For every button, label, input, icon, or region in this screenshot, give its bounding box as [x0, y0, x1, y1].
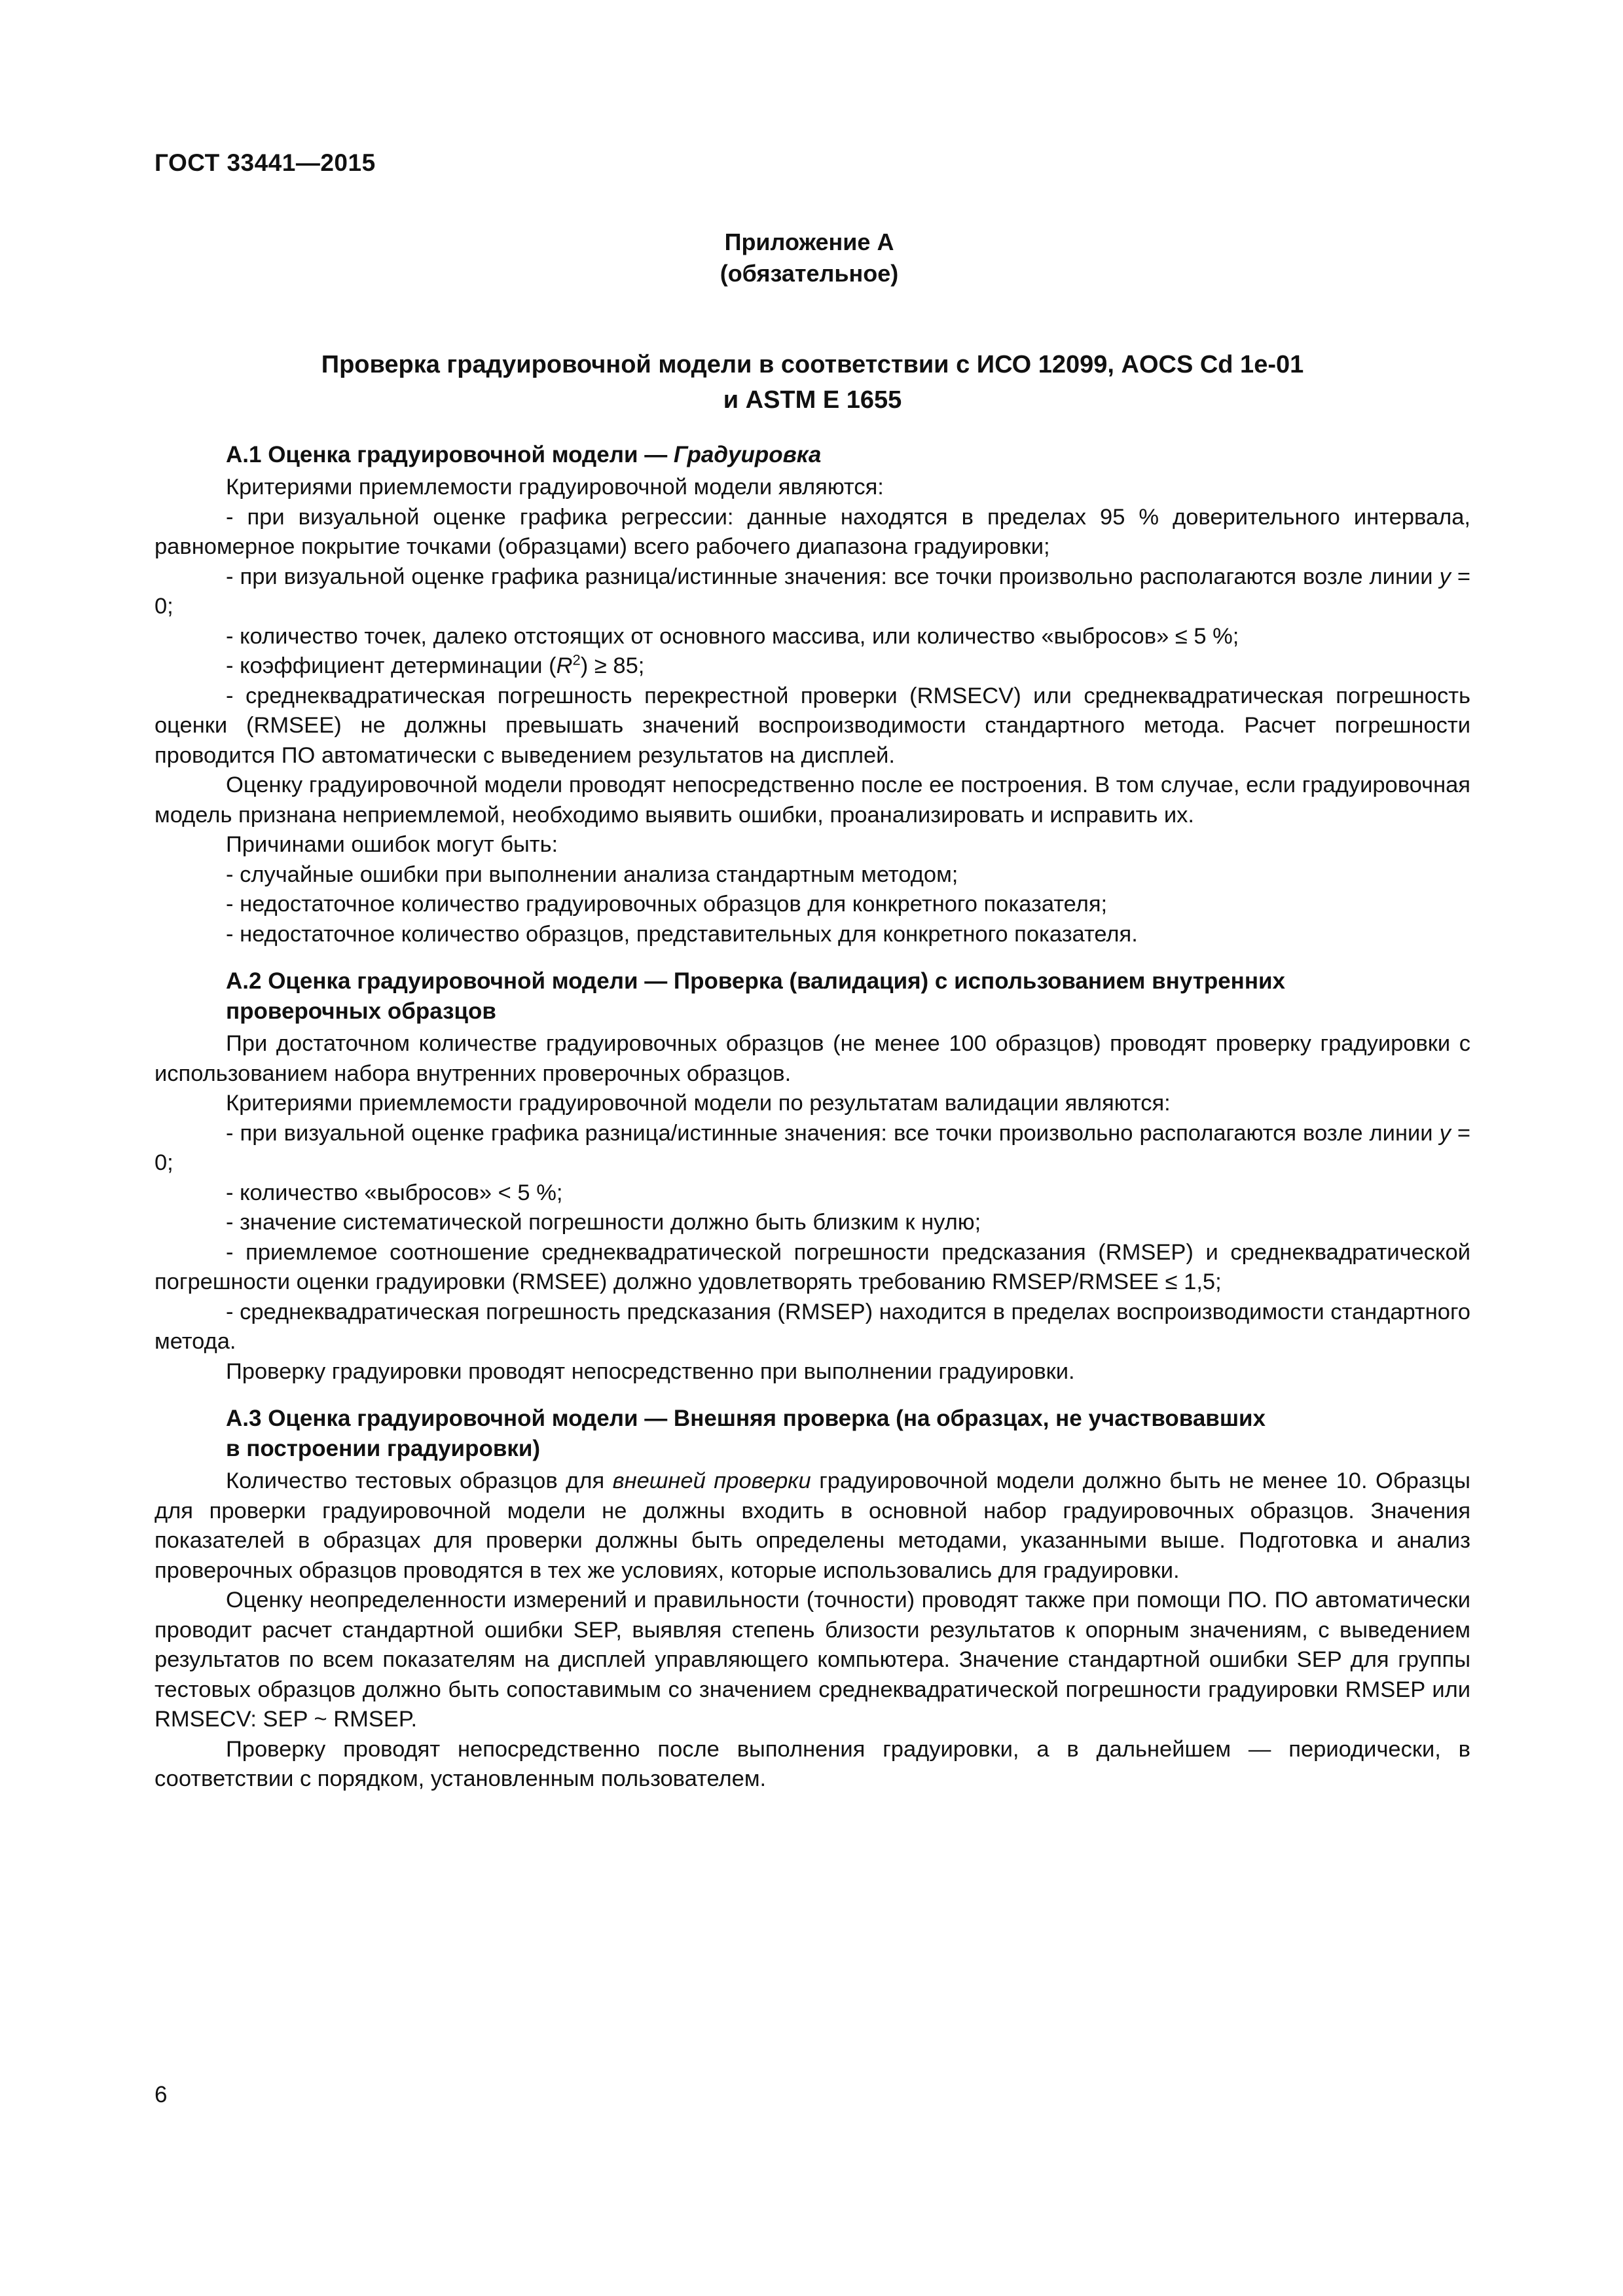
- section-a1-reason-1: - случайные ошибки при выполнении анализа стандартным методом;: [226, 862, 958, 887]
- document-title-line-1: Проверка градуировочной модели в соответствии с ИСО 12099, AOCS Cd 1е-01: [321, 351, 1304, 378]
- section-a1-heading: [155, 440, 1470, 470]
- section-a1-criterion-2-tail: = 0;: [155, 564, 1470, 619]
- section-a1-criterion-2-variable: y: [1439, 564, 1451, 589]
- section-a2-criterion-5: - среднеквадратическая погрешность предсказания (RMSEP) находится в пределах воспроизводимости стандартного метода.: [155, 1299, 1470, 1354]
- section-a1-reason-3: - недостаточное количество образцов, представительных для конкретного показателя.: [226, 921, 1138, 947]
- section-a2-heading: [155, 966, 1470, 1027]
- section-a1-criterion-5: - среднеквадратическая погрешность перекрестной проверки (RMSECV) или среднеквадратическая погрешность оценки (RMSEE) не должны превышать значений воспроизводимости стандартного метода. Расчет погрешности проводится ПО автоматически с выведением результатов на дисплей.: [155, 683, 1470, 768]
- section-a1-heading-text: А.1 Оценка градуировочной модели —: [226, 442, 674, 467]
- section-a3-heading-line-1: А.3 Оценка градуировочной модели — Внешняя проверка (на образцах, не участвовавших: [226, 1406, 1266, 1431]
- section-a1-paragraph-3: Причинами ошибок могут быть:: [226, 832, 558, 857]
- section-a1-criterion-4-variable: R: [556, 653, 573, 678]
- section-a2-criterion-2: - количество «выбросов» < 5 %;: [226, 1180, 563, 1205]
- section-a2-criterion-3: - значение систематической погрешности должно быть близким к нулю;: [226, 1210, 981, 1235]
- section-a2-criterion-1-text: - при визуальной оценке графика разница/истинные значения: все точки произвольно располагаются возле линии: [226, 1120, 1440, 1146]
- section-a2-criterion-1: [155, 1119, 1470, 1178]
- section-a2-heading-line-2: проверочных образцов: [226, 998, 496, 1024]
- document-body: [155, 440, 1470, 1795]
- section-a1-criterion-4-tail: ) ≥ 85;: [580, 653, 645, 678]
- section-a1-paragraph-2: Оценку градуировочной модели проводят непосредственно после ее построения. В том случае, если градуировочная модель признана неприемлемой, необходимо выявить ошибки, проанализировать и исправить их.: [155, 773, 1470, 828]
- section-a1-criterion-1: - при визуальной оценке графика регрессии: данные находятся в пределах 95 % доверительного интервала, равномерное покрытие точками (образцами) всего рабочего диапазона градуировки;: [155, 504, 1470, 559]
- appendix-status: (обязательное): [720, 260, 899, 287]
- section-a1-heading-italic: Градуировка: [673, 442, 822, 467]
- section-a1-criterion-2: [155, 562, 1470, 622]
- section-a2-criterion-1-variable: y: [1439, 1120, 1451, 1146]
- section-a3-paragraph-1-text: Количество тестовых образцов для: [226, 1468, 613, 1493]
- section-a3-paragraph-1: [155, 1467, 1470, 1586]
- section-a1-criterion-4-superscript: 2: [572, 651, 581, 668]
- section-a3-paragraph-2: Оценку неопределенности измерений и правильности (точности) проводят также при помощи ПО. ПО автоматически проводит расчет стандартной ошибки SEP, выявляя степень близости результатов к опорным значениям, с выведением результатов по всем показателям на дисплей управляющего компьютера. Значение стандартной ошибки SEP для группы тестовых образцов должно быть сопоставимым со значением среднеквадратической погрешности градуировки RMSEP или RMSECV: SEP ~ RMSEP.: [155, 1588, 1470, 1732]
- section-a1-reason-2: - недостаточное количество градуировочных образцов для конкретного показателя;: [226, 892, 1108, 917]
- section-a2-heading-line-1: А.2 Оценка градуировочной модели — Проверка (валидация) с использованием внутренних: [226, 968, 1285, 994]
- section-a1-criterion-4-text: - коэффициент детерминации (: [226, 653, 556, 678]
- appendix-title: Приложение А: [724, 228, 894, 255]
- section-a3-paragraph-3: Проверку проводят непосредственно после выполнения градуировки, а в дальнейшем — периодически, в соответствии с порядком, установленным пользователем.: [155, 1736, 1470, 1791]
- document-title-line-2: и ASTM E 1655: [723, 386, 902, 414]
- section-a2-paragraph-1: При достаточном количестве градуировочных образцов (не менее 100 образцов) проводят проверку градуировки с использованием набора внутренних проверочных образцов.: [155, 1031, 1470, 1086]
- page-number: 6: [155, 2082, 168, 2107]
- section-a1-criterion-2-text: - при визуальной оценке графика разница/истинные значения: все точки произвольно располагаются возле линии: [226, 564, 1440, 589]
- standard-number: ГОСТ 33441—2015: [155, 149, 376, 176]
- section-a1-criterion-4: [155, 651, 1470, 682]
- section-a3-heading: [155, 1404, 1470, 1464]
- section-a3-paragraph-1-tail: градуировочной модели должно быть не менее 10. Образцы для проверки градуировочной модели не должны входить в основной набор градуировочных образцов. Значения показателей в образцах для проверки должны быть определены методами, указанными выше. Подготовка и анализ проверочных образцов проводятся в тех же условиях, которые использовались для градуировки.: [155, 1468, 1470, 1583]
- section-a1-criterion-3: - количество точек, далеко отстоящих от основного массива, или количество «выбросов» ≤ 5 %;: [226, 623, 1239, 649]
- section-a3-heading-line-2: в построении градуировки): [226, 1436, 541, 1461]
- section-a2-intro: Критериями приемлемости градуировочной модели по результатам валидации являются:: [226, 1091, 1171, 1116]
- section-a2-criterion-4: - приемлемое соотношение среднеквадратической погрешности предсказания (RMSEP) и среднеквадратической погрешности оценки градуировки (RMSEE) должно удовлетворять требованию RMSEP/RMSEE ≤ 1,5;: [155, 1239, 1470, 1294]
- section-a2-paragraph-last: Проверку градуировки проводят непосредственно при выполнении градуировки.: [226, 1358, 1075, 1384]
- document-title: [155, 347, 1470, 418]
- section-a1-intro: Критериями приемлемости градуировочной модели являются:: [226, 475, 884, 500]
- section-a2-criterion-1-tail: = 0;: [155, 1120, 1470, 1175]
- section-a3-paragraph-1-italic: внешней проверки: [612, 1468, 811, 1493]
